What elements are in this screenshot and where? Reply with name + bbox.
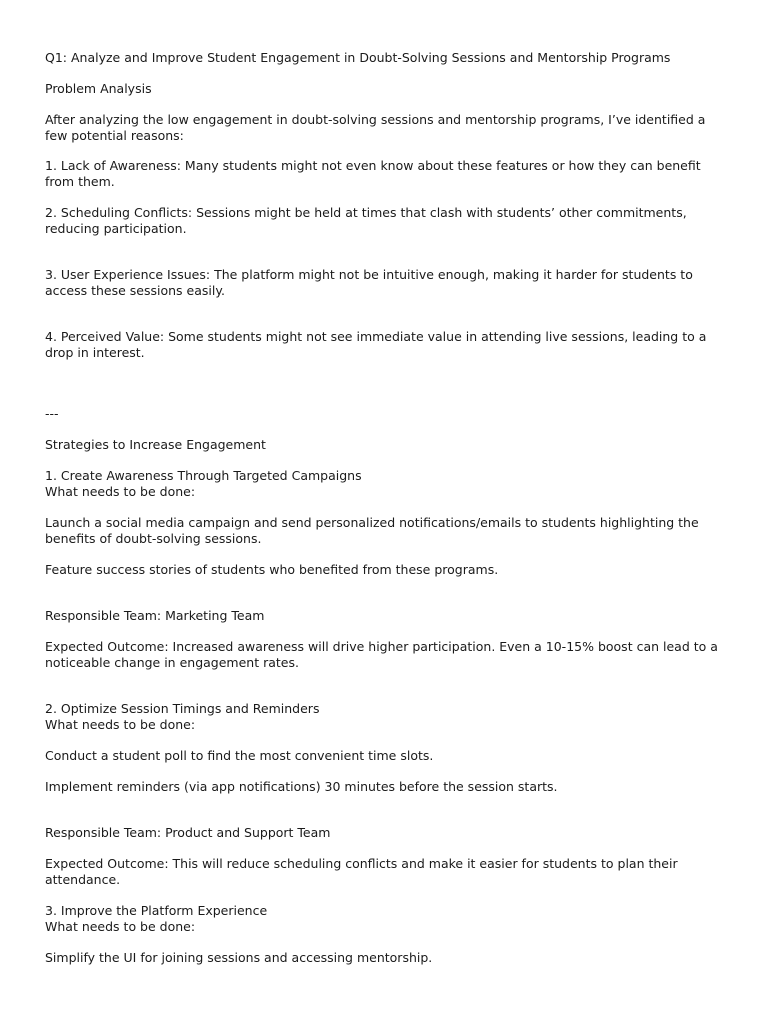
section-separator: --- — [45, 406, 59, 421]
strategy-what-label: What needs to be done: — [45, 484, 196, 499]
strategy-title: 2. Optimize Session Timings and Reminders — [45, 701, 320, 716]
reason-item: 3. User Experience Issues: The platform might not be intuitive enough, making it harder for students to access these sessions easily. — [45, 267, 693, 298]
strategy-what-label: What needs to be done: — [45, 919, 196, 934]
strategy-action: Feature success stories of students who benefited from these programs. — [45, 562, 499, 577]
strategy-action: Launch a social media campaign and send personalized notifications/emails to students highlighting the benefits of doubt-solving sessions. — [45, 515, 699, 546]
strategy-title: 1. Create Awareness Through Targeted Campaigns — [45, 468, 362, 483]
strategies-heading: Strategies to Increase Engagement — [45, 437, 266, 452]
strategy-action: Simplify the UI for joining sessions and accessing mentorship. — [45, 950, 433, 965]
reason-item: 1. Lack of Awareness: Many students might not even know about these features or how they can benefit from them. — [45, 158, 701, 189]
strategy-team: Responsible Team: Product and Support Team — [45, 825, 331, 840]
strategy-action: Conduct a student poll to find the most convenient time slots. — [45, 748, 434, 763]
strategy-what-label: What needs to be done: — [45, 717, 196, 732]
intro-paragraph: After analyzing the low engagement in doubt-solving sessions and mentorship programs, I’ve identified a few potential reasons: — [45, 112, 706, 143]
problem-analysis-heading: Problem Analysis — [45, 81, 152, 96]
strategy-outcome: Expected Outcome: Increased awareness will drive higher participation. Even a 10-15% boost can lead to a noticeable change in engagement rates. — [45, 639, 718, 670]
reason-item: 2. Scheduling Conflicts: Sessions might be held at times that clash with students’ other commitments, reducing participation. — [45, 205, 687, 236]
strategy-title: 3. Improve the Platform Experience — [45, 903, 268, 918]
strategy-outcome: Expected Outcome: This will reduce scheduling conflicts and make it easier for students to plan their attendance. — [45, 856, 678, 887]
strategy-action: Implement reminders (via app notifications) 30 minutes before the session starts. — [45, 779, 558, 794]
document-title: Q1: Analyze and Improve Student Engagement in Doubt-Solving Sessions and Mentorship Programs — [45, 50, 671, 65]
reason-item: 4. Perceived Value: Some students might not see immediate value in attending live sessions, leading to a drop in interest. — [45, 329, 707, 360]
strategy-team: Responsible Team: Marketing Team — [45, 608, 265, 623]
